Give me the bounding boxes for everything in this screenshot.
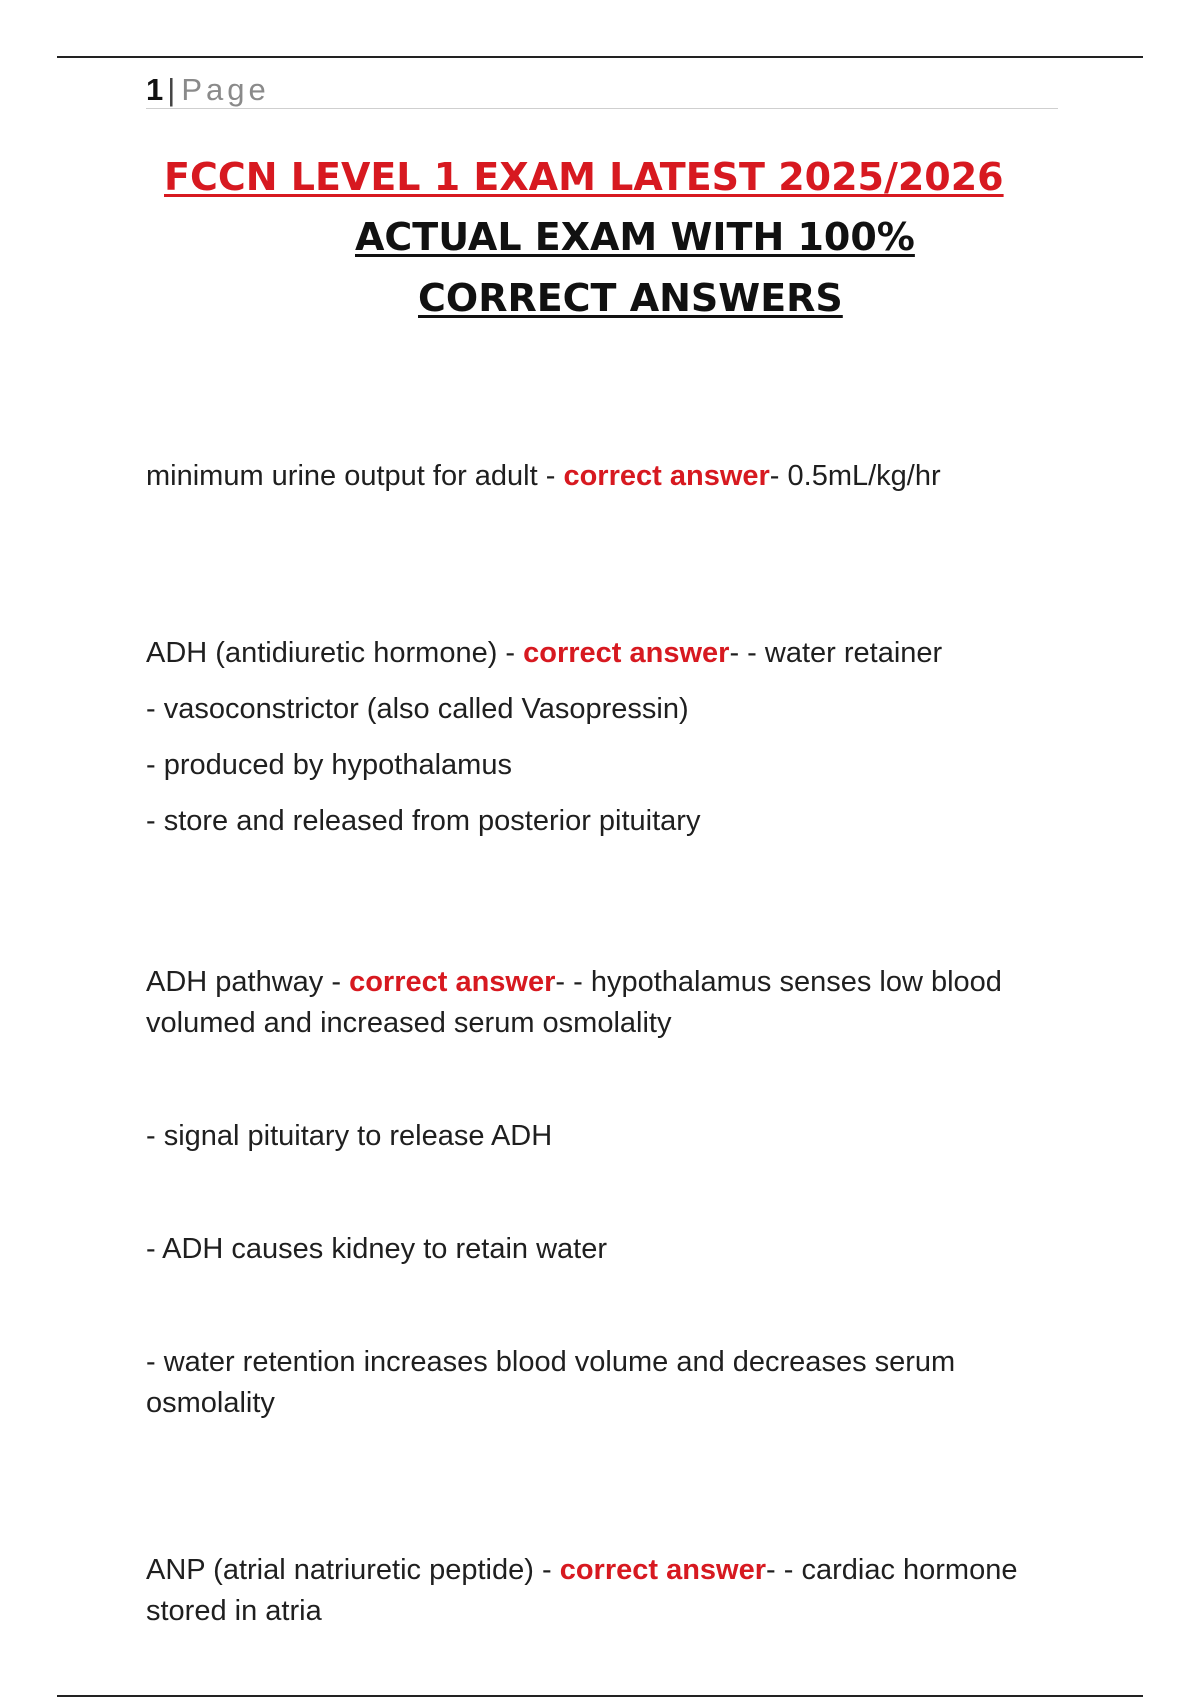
title-line-1: FCCN LEVEL 1 EXAM LATEST 2025/2026 (164, 155, 1004, 199)
answer-tag: correct answer (563, 460, 770, 492)
qa-item-adh (146, 625, 1066, 849)
question-text: ADH (antidiuretic hormone) - (146, 637, 524, 669)
page-header (146, 72, 1058, 109)
answer-line: - store and released from posterior pituitary (146, 805, 701, 837)
question-text: ADH pathway - (146, 966, 350, 998)
title-line-2: ACTUAL EXAM WITH 100% (355, 215, 915, 259)
answer-line: - produced by hypothalamus (146, 749, 512, 781)
top-rule (57, 56, 1143, 58)
answer-text: - - water retainer (729, 637, 943, 669)
answer-tag: correct answer (559, 1554, 767, 1586)
page-label: Page (181, 72, 270, 107)
qa-item-anp (146, 1550, 1066, 1632)
answer-text: - - hypothalamus senses low blood volumed and increased serum osmolality (146, 966, 1002, 1039)
answer-line: - vasoconstrictor (also called Vasopressin) (146, 693, 689, 725)
qa-item-urine-output (146, 456, 1066, 497)
answer-tag: correct answer (349, 966, 556, 998)
title-line-3: CORRECT ANSWERS (418, 276, 843, 320)
answer-text: - - cardiac hormone stored in atria (146, 1554, 1018, 1627)
answer-paragraph: - water retention increases blood volume and decreases serum osmolality (146, 1346, 956, 1419)
page-separator: | (167, 72, 176, 107)
question-text: minimum urine output for adult - (146, 460, 564, 492)
answer-text: - 0.5mL/kg/hr (769, 460, 941, 492)
qa-item-adh-pathway (146, 962, 1066, 1044)
question-text: ANP (atrial natriuretic peptide) - (146, 1554, 560, 1586)
page-number: 1 (146, 72, 164, 107)
answer-paragraph: - signal pituitary to release ADH (146, 1120, 553, 1152)
answer-tag: correct answer (523, 637, 730, 669)
bottom-rule (57, 1695, 1143, 1697)
answer-paragraph: - ADH causes kidney to retain water (146, 1233, 607, 1265)
